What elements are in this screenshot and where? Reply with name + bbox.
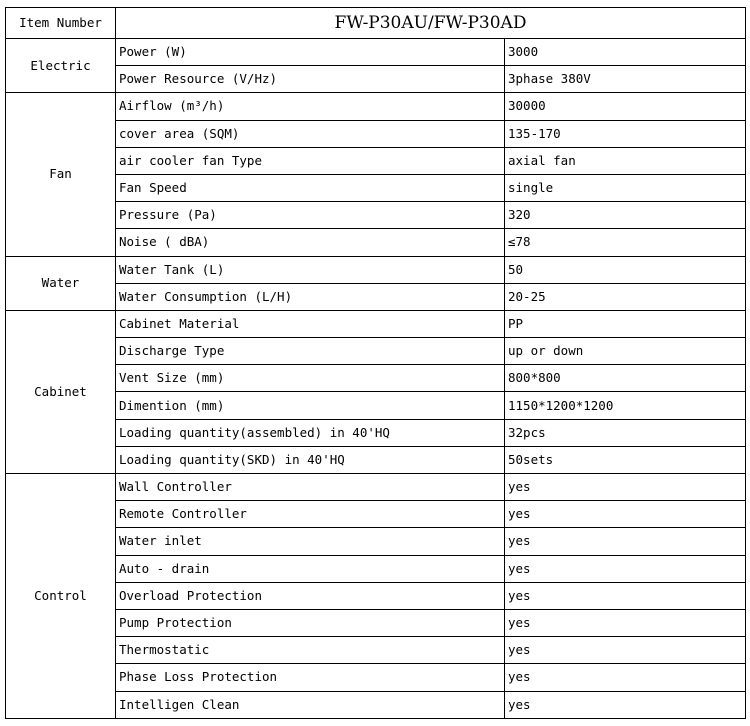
table-row <box>6 474 746 501</box>
parameter-cell: Intelligen Clean <box>116 691 505 718</box>
value-cell: ≤78 <box>505 229 746 256</box>
parameter-cell: Water Tank (L) <box>116 256 505 283</box>
parameter-cell: Water inlet <box>116 528 505 555</box>
model-number: FW-P30AU/FW-P30AD <box>116 8 746 39</box>
value-cell: 50 <box>505 256 746 283</box>
table-row <box>6 609 746 636</box>
value-cell: axial fan <box>505 147 746 174</box>
value-cell: 30000 <box>505 93 746 120</box>
table-row <box>6 93 746 120</box>
group-label: Electric <box>6 39 116 93</box>
parameter-cell: Power Resource (V/Hz) <box>116 66 505 93</box>
item-number-label: Item Number <box>6 8 116 39</box>
table-row <box>6 338 746 365</box>
parameter-cell: Loading quantity(assembled) in 40'HQ <box>116 419 505 446</box>
table-row <box>6 229 746 256</box>
value-cell: 135-170 <box>505 120 746 147</box>
table-row <box>6 664 746 691</box>
value-cell: yes <box>505 664 746 691</box>
table-row <box>6 637 746 664</box>
value-cell: 32pcs <box>505 419 746 446</box>
parameter-cell: Vent Size (mm) <box>116 365 505 392</box>
parameter-cell: Dimention (mm) <box>116 392 505 419</box>
table-row <box>6 310 746 337</box>
parameter-cell: Fan Speed <box>116 174 505 201</box>
parameter-cell: Pressure (Pa) <box>116 202 505 229</box>
value-cell: 800*800 <box>505 365 746 392</box>
parameter-cell: Discharge Type <box>116 338 505 365</box>
value-cell: up or down <box>505 338 746 365</box>
table-row <box>6 501 746 528</box>
value-cell: yes <box>505 637 746 664</box>
table-row <box>6 174 746 201</box>
table-row <box>6 120 746 147</box>
table-row <box>6 39 746 66</box>
header-row <box>6 8 746 39</box>
parameter-cell: Loading quantity(SKD) in 40'HQ <box>116 446 505 473</box>
parameter-cell: Power (W) <box>116 39 505 66</box>
parameter-cell: Phase Loss Protection <box>116 664 505 691</box>
value-cell: 3phase 380V <box>505 66 746 93</box>
value-cell: PP <box>505 310 746 337</box>
table-row <box>6 419 746 446</box>
parameter-cell: Airflow (m³/h) <box>116 93 505 120</box>
value-cell: yes <box>505 501 746 528</box>
table-row <box>6 66 746 93</box>
table-row <box>6 691 746 718</box>
parameter-cell: Cabinet Material <box>116 310 505 337</box>
table-row <box>6 283 746 310</box>
parameter-cell: Auto - drain <box>116 555 505 582</box>
value-cell: yes <box>505 691 746 718</box>
table-row <box>6 256 746 283</box>
value-cell: yes <box>505 555 746 582</box>
group-label: Water <box>6 256 116 310</box>
table-row <box>6 528 746 555</box>
value-cell: single <box>505 174 746 201</box>
table-row <box>6 365 746 392</box>
spec-table-body <box>6 8 746 719</box>
parameter-cell: Water Consumption (L/H) <box>116 283 505 310</box>
group-label: Cabinet <box>6 310 116 473</box>
table-row <box>6 392 746 419</box>
parameter-cell: Noise ( dBA) <box>116 229 505 256</box>
table-row <box>6 555 746 582</box>
group-label: Control <box>6 474 116 719</box>
table-row <box>6 147 746 174</box>
parameter-cell: Pump Protection <box>116 609 505 636</box>
value-cell: 50sets <box>505 446 746 473</box>
parameter-cell: air cooler fan Type <box>116 147 505 174</box>
parameter-cell: Wall Controller <box>116 474 505 501</box>
group-label: Fan <box>6 93 116 256</box>
value-cell: yes <box>505 609 746 636</box>
value-cell: 320 <box>505 202 746 229</box>
value-cell: yes <box>505 582 746 609</box>
value-cell: yes <box>505 474 746 501</box>
table-row <box>6 582 746 609</box>
value-cell: 20-25 <box>505 283 746 310</box>
spec-table <box>5 7 746 719</box>
table-row <box>6 202 746 229</box>
table-row <box>6 446 746 473</box>
parameter-cell: Thermostatic <box>116 637 505 664</box>
parameter-cell: Remote Controller <box>116 501 505 528</box>
value-cell: 1150*1200*1200 <box>505 392 746 419</box>
value-cell: yes <box>505 528 746 555</box>
parameter-cell: cover area (SQM) <box>116 120 505 147</box>
value-cell: 3000 <box>505 39 746 66</box>
parameter-cell: Overload Protection <box>116 582 505 609</box>
